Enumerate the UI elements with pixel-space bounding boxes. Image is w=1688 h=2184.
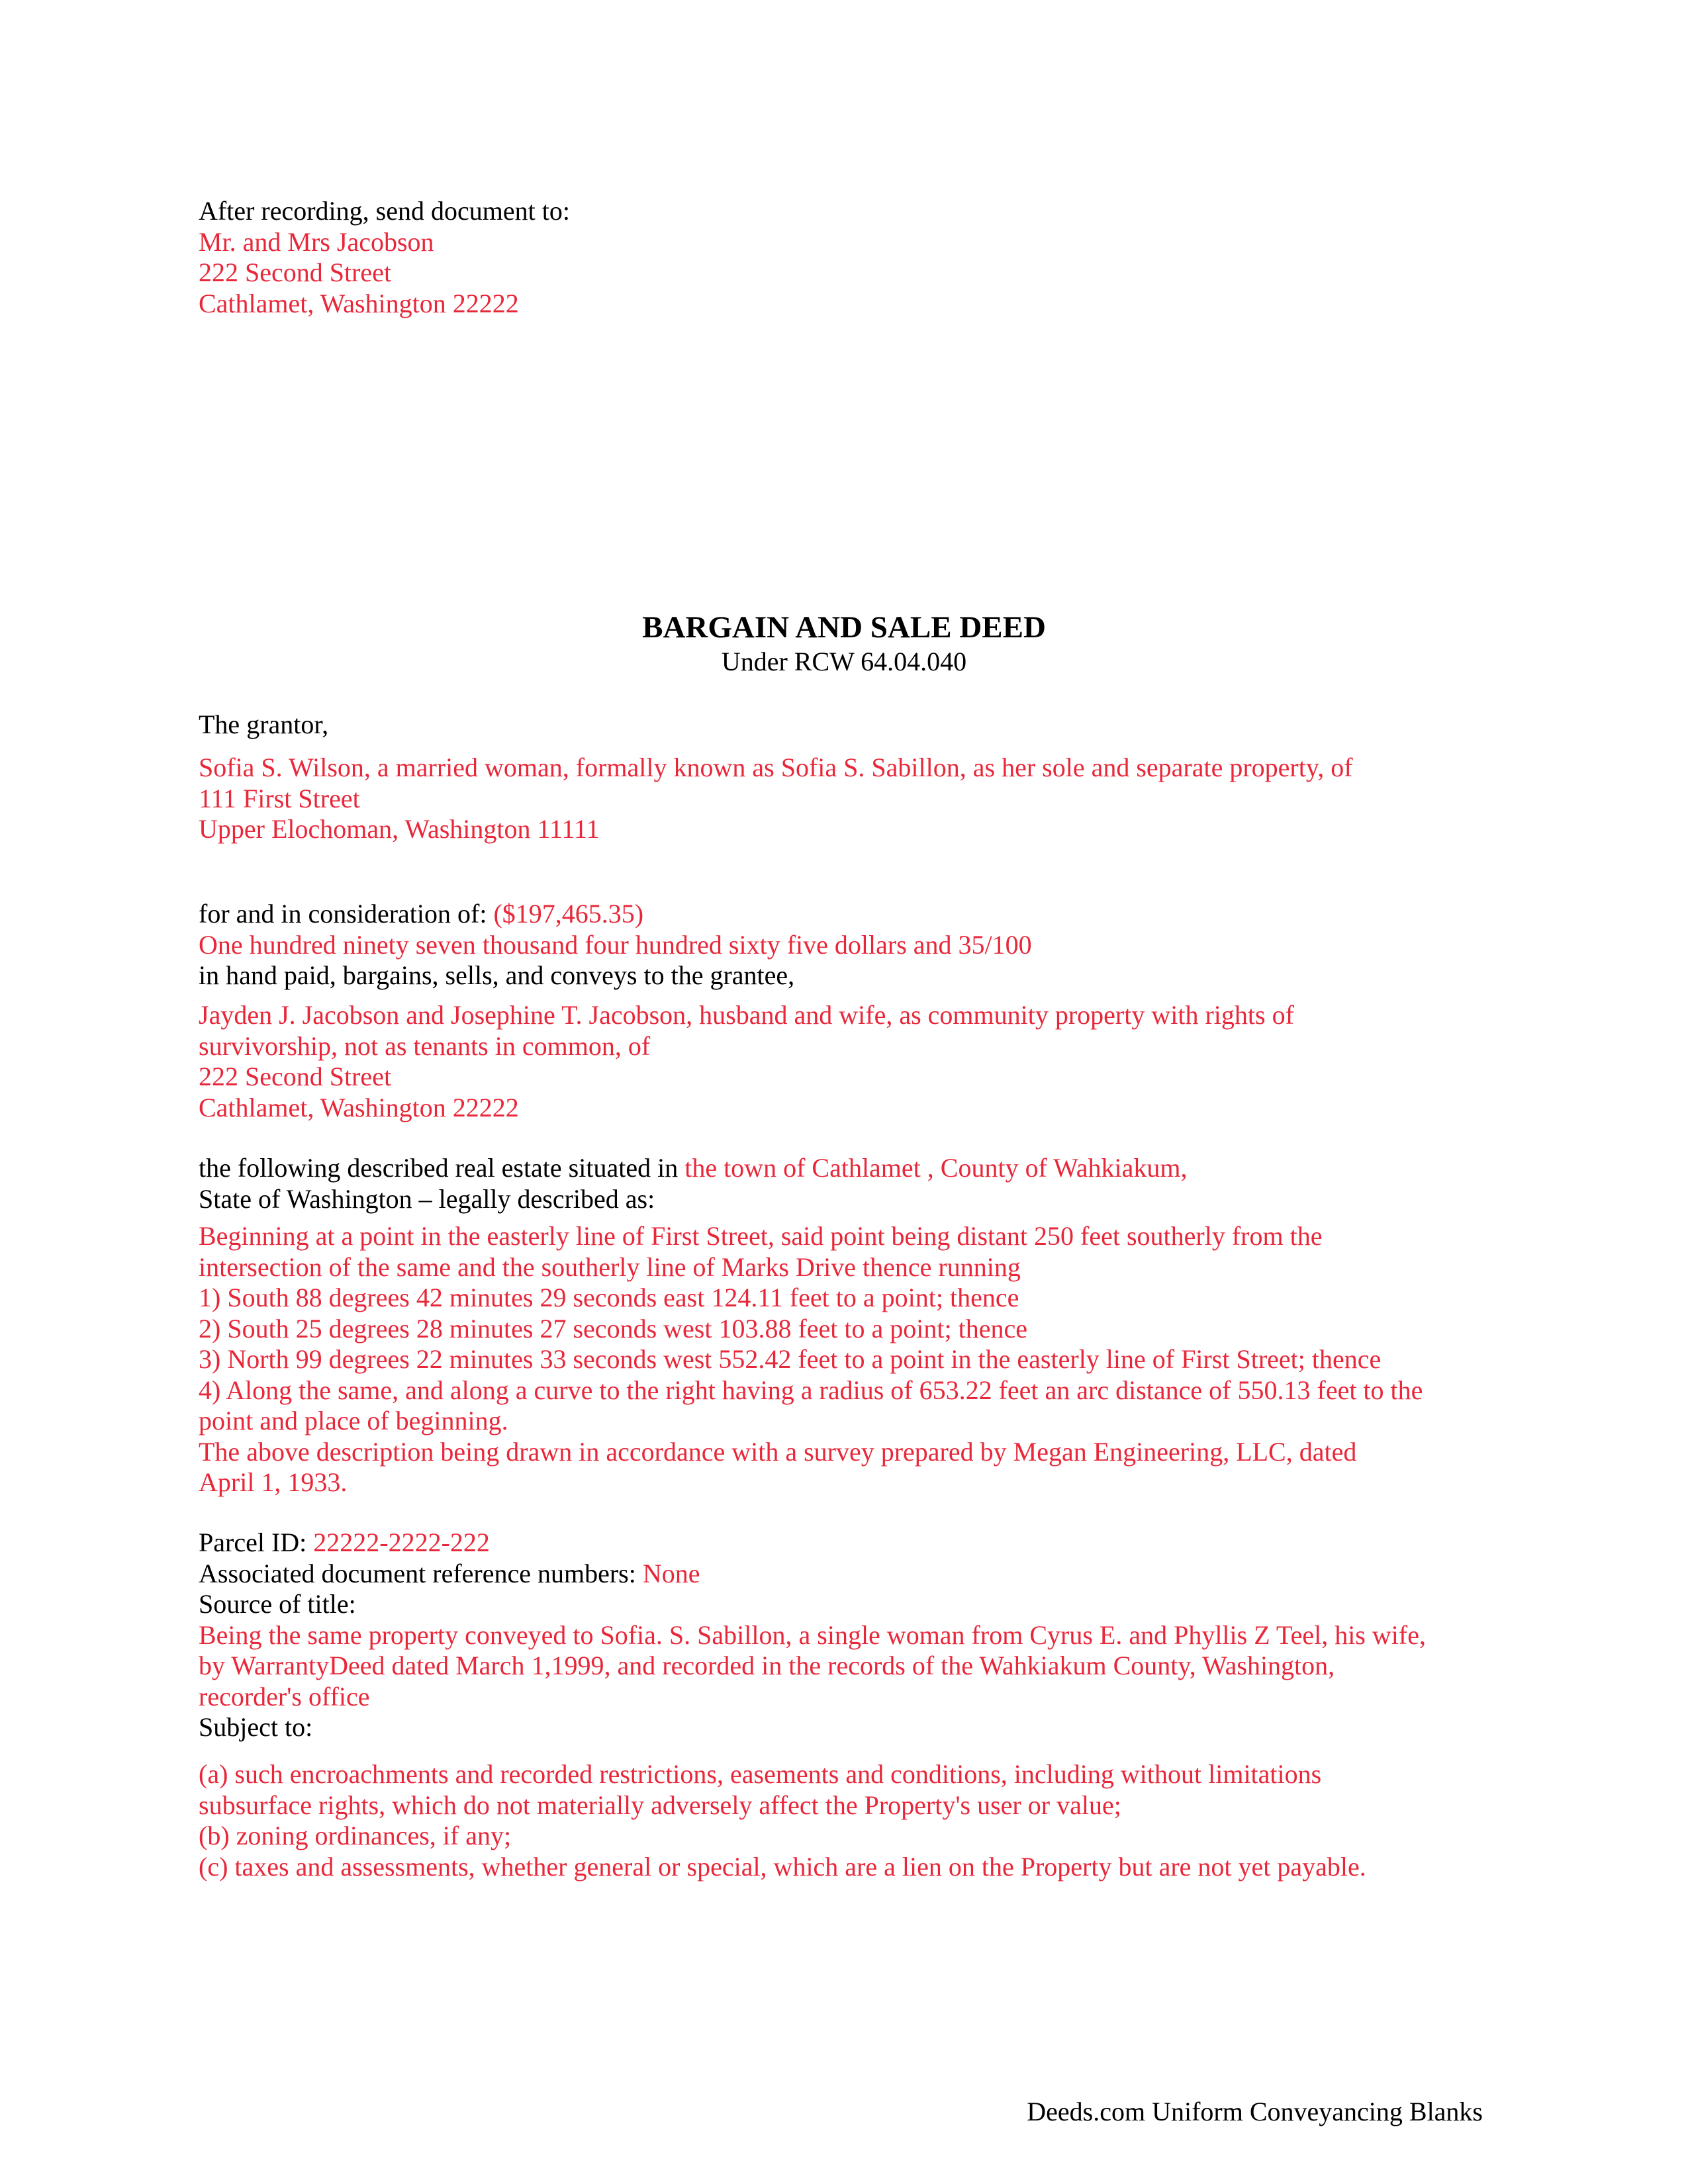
parcel-block — [199, 1527, 1496, 1743]
legal-line: April 1, 1933. — [199, 1467, 348, 1497]
situated-label: the following described real estate situated in — [199, 1153, 679, 1183]
legal-line: 3) North 99 degrees 22 minutes 33 seconds west 552.42 feet to a point in the easterly line of First Street; thence — [199, 1344, 1382, 1374]
subject-to-item: (a) such encroachments and recorded restrictions, easements and conditions, including without limitations — [199, 1759, 1322, 1789]
grantee-city: Cathlamet, Washington 22222 — [199, 1092, 519, 1122]
consideration-line — [199, 899, 1496, 930]
consideration-label: for and in consideration of: — [199, 899, 487, 929]
source-of-title-line: by WarrantyDeed dated March 1,1999, and recorded in the records of the Wahkiakum County, Washington, — [199, 1651, 1335, 1680]
page-title: BARGAIN AND SALE DEED — [642, 610, 1046, 645]
parcel-id-value: 22222-2222-222 — [313, 1527, 490, 1557]
subject-to-item: subsurface rights, which do not materially adversely affect the Property's user or value; — [199, 1790, 1121, 1820]
grantee-name-line: Jayden J. Jacobson and Josephine T. Jacobson, husband and wife, as community property with rights of — [199, 1000, 1294, 1030]
conveys-text: in hand paid, bargains, sells, and conveys to the grantee, — [199, 960, 795, 990]
recording-city: Cathlamet, Washington 22222 — [199, 288, 519, 318]
subject-to-label: Subject to: — [199, 1712, 313, 1742]
source-of-title-line: Being the same property conveyed to Sofia. S. Sabillon, a single woman from Cyrus E. and Phyllis Z Teel, his wife, — [199, 1619, 1426, 1650]
grantor-street: 111 First Street — [199, 783, 360, 813]
grantor-label: The grantor, — [199, 709, 329, 739]
consideration-block — [199, 899, 1496, 991]
legal-line: 4) Along the same, and along a curve to the right having a radius of 653.22 feet an arc distance of 550.13 feet to the — [199, 1375, 1423, 1405]
legal-line: Beginning at a point in the easterly line of First Street, said point being distant 250 feet southerly from the — [199, 1221, 1323, 1251]
subject-to-item: (c) taxes and assessments, whether general or special, which are a lien on the Property but are not yet payable. — [199, 1851, 1366, 1882]
subject-to-list — [199, 1759, 1496, 1882]
grantee-block — [199, 1000, 1496, 1123]
parcel-id-label: Parcel ID: — [199, 1527, 307, 1557]
legal-description — [199, 1221, 1496, 1498]
source-of-title-line: recorder's office — [199, 1681, 370, 1711]
legal-line: The above description being drawn in accordance with a survey prepared by Megan Engineering, LLC, dated — [199, 1436, 1357, 1467]
consideration-amount-words: One hundred ninety seven thousand four hundred sixty five dollars and 35/100 — [199, 929, 1032, 960]
assoc-doc-line — [199, 1559, 1496, 1590]
grantor-city: Upper Elochoman, Washington 11111 — [199, 814, 600, 844]
grantor-name-line: Sofia S. Wilson, a married woman, formally known as Sofia S. Sabillon, as her sole and separate property, of — [199, 752, 1353, 782]
recording-street: 222 Second Street — [199, 257, 392, 287]
assoc-doc-label: Associated document reference numbers: — [199, 1558, 636, 1588]
grantor-block — [199, 752, 1496, 845]
situated-location: the town of Cathlamet , County of Wahkiakum, — [684, 1153, 1188, 1183]
recording-block — [199, 196, 1496, 319]
grantee-name-line-2: survivorship, not as tenants in common, of — [199, 1030, 651, 1061]
legal-line: 2) South 25 degrees 28 minutes 27 seconds west 103.88 feet to a point; thence — [199, 1313, 1027, 1343]
recording-name: Mr. and Mrs Jacobson — [199, 226, 434, 257]
situated-line — [199, 1153, 1496, 1184]
page-subtitle: Under RCW 64.04.040 — [721, 647, 967, 676]
legal-line: point and place of beginning. — [199, 1406, 508, 1435]
source-of-title-label: Source of title: — [199, 1589, 356, 1619]
legal-line: intersection of the same and the southerly line of Marks Drive thence running — [199, 1251, 1021, 1282]
situated-state-line: State of Washington – legally described as: — [199, 1183, 655, 1214]
subject-to-item: (b) zoning ordinances, if any; — [199, 1821, 512, 1850]
grantee-street: 222 Second Street — [199, 1062, 392, 1091]
recording-label: After recording, send document to: — [199, 196, 570, 226]
title-block — [0, 609, 1688, 678]
assoc-doc-value: None — [642, 1558, 700, 1588]
consideration-amount: ($197,465.35) — [493, 899, 644, 929]
footer-text: Deeds.com Uniform Conveyancing Blanks — [1027, 2097, 1483, 2126]
legal-line: 1) South 88 degrees 42 minutes 29 seconds east 124.11 feet to a point; thence — [199, 1283, 1019, 1312]
situated-block — [199, 1153, 1496, 1214]
parcel-id-line — [199, 1527, 1496, 1559]
